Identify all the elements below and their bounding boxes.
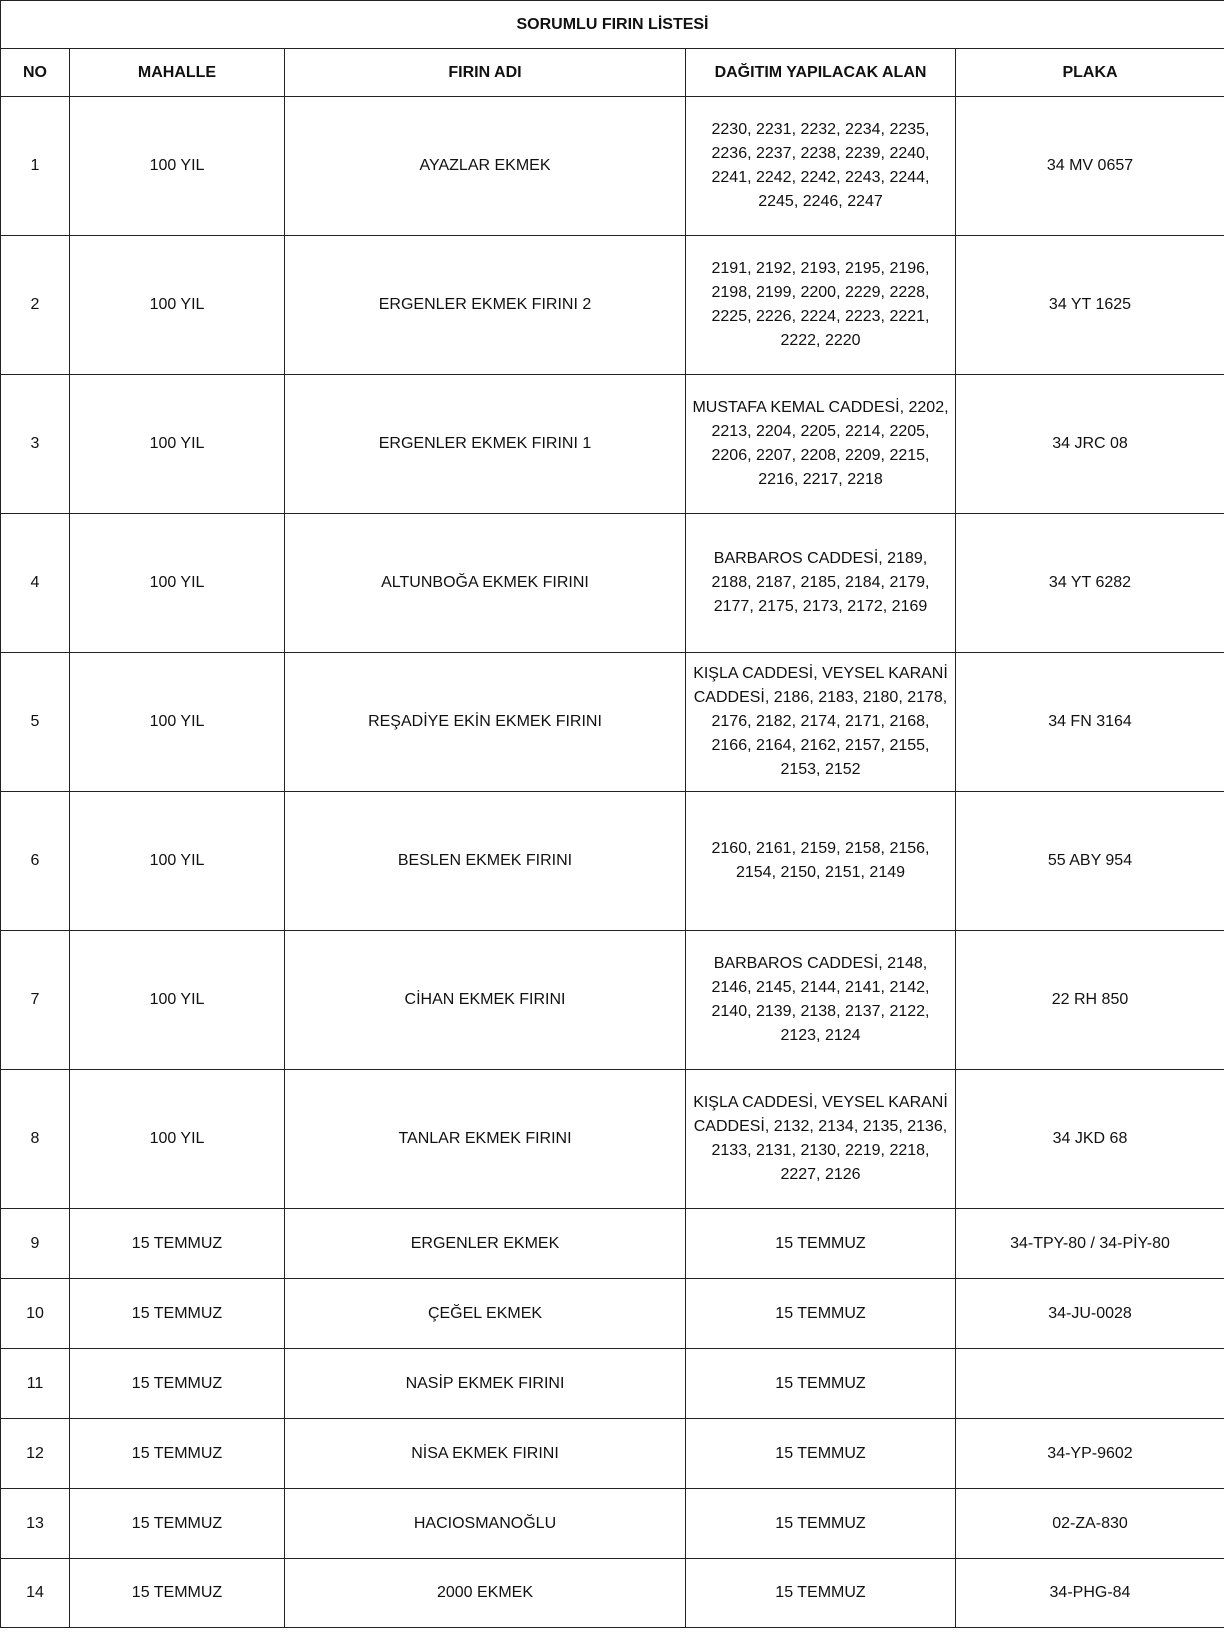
row-dagitim-alani: 15 TEMMUZ	[686, 1419, 956, 1489]
row-mahalle: 100 YIL	[70, 931, 285, 1070]
row-firin-adi: NASİP EKMEK FIRINI	[285, 1349, 686, 1419]
row-no: 11	[1, 1349, 70, 1419]
table-row	[1, 1419, 1224, 1489]
row-plaka: 34 JRC 08	[956, 375, 1224, 514]
row-dagitim-alani: 15 TEMMUZ	[686, 1279, 956, 1349]
row-dagitim-alani: 15 TEMMUZ	[686, 1559, 956, 1628]
row-firin-adi: CİHAN EKMEK FIRINI	[285, 931, 686, 1070]
table-row	[1, 236, 1224, 375]
row-mahalle: 15 TEMMUZ	[70, 1349, 285, 1419]
row-mahalle: 100 YIL	[70, 375, 285, 514]
table-row	[1, 1559, 1224, 1628]
row-dagitim-alani: 2230, 2231, 2232, 2234, 2235, 2236, 2237, 2238, 2239, 2240, 2241, 2242, 2242, 2243, 2244, 2245, 2246, 2247	[686, 97, 956, 236]
row-no: 7	[1, 931, 70, 1070]
row-mahalle: 15 TEMMUZ	[70, 1489, 285, 1559]
row-no: 3	[1, 375, 70, 514]
row-no: 9	[1, 1209, 70, 1279]
header-firin-adi: FIRIN ADI	[285, 49, 686, 97]
row-no: 2	[1, 236, 70, 375]
table-row	[1, 1489, 1224, 1559]
row-firin-adi: 2000 EKMEK	[285, 1559, 686, 1628]
row-mahalle: 15 TEMMUZ	[70, 1279, 285, 1349]
title-row	[1, 1, 1224, 49]
row-dagitim-alani: 2191, 2192, 2193, 2195, 2196, 2198, 2199, 2200, 2229, 2228, 2225, 2226, 2224, 2223, 2221, 2222, 2220	[686, 236, 956, 375]
row-no: 14	[1, 1559, 70, 1628]
row-mahalle: 100 YIL	[70, 1070, 285, 1209]
table-row	[1, 1349, 1224, 1419]
row-plaka: 34-PHG-84	[956, 1559, 1224, 1628]
row-plaka: 34 MV 0657	[956, 97, 1224, 236]
row-firin-adi: ERGENLER EKMEK FIRINI 2	[285, 236, 686, 375]
header-no: NO	[1, 49, 70, 97]
row-no: 4	[1, 514, 70, 653]
row-no: 12	[1, 1419, 70, 1489]
row-firin-adi: HACIOSMANOĞLU	[285, 1489, 686, 1559]
table-row	[1, 1070, 1224, 1209]
row-dagitim-alani: 15 TEMMUZ	[686, 1349, 956, 1419]
row-plaka: 02-ZA-830	[956, 1489, 1224, 1559]
row-plaka: 34 YT 6282	[956, 514, 1224, 653]
header-plaka: PLAKA	[956, 49, 1224, 97]
row-firin-adi: ALTUNBOĞA EKMEK FIRINI	[285, 514, 686, 653]
row-no: 1	[1, 97, 70, 236]
header-mahalle: MAHALLE	[70, 49, 285, 97]
row-mahalle: 100 YIL	[70, 792, 285, 931]
row-plaka: 34 JKD 68	[956, 1070, 1224, 1209]
row-firin-adi: TANLAR EKMEK FIRINI	[285, 1070, 686, 1209]
row-plaka: 55 ABY 954	[956, 792, 1224, 931]
row-firin-adi: AYAZLAR EKMEK	[285, 97, 686, 236]
row-dagitim-alani: 2160, 2161, 2159, 2158, 2156, 2154, 2150, 2151, 2149	[686, 792, 956, 931]
row-plaka: 34 FN 3164	[956, 653, 1224, 792]
row-mahalle: 15 TEMMUZ	[70, 1419, 285, 1489]
row-plaka	[956, 1349, 1224, 1419]
row-mahalle: 15 TEMMUZ	[70, 1209, 285, 1279]
row-firin-adi: ERGENLER EKMEK FIRINI 1	[285, 375, 686, 514]
row-plaka: 22 RH 850	[956, 931, 1224, 1070]
table-row	[1, 1279, 1224, 1349]
row-no: 8	[1, 1070, 70, 1209]
table-row	[1, 514, 1224, 653]
table-row	[1, 1209, 1224, 1279]
row-no: 10	[1, 1279, 70, 1349]
row-dagitim-alani: 15 TEMMUZ	[686, 1209, 956, 1279]
table-row	[1, 97, 1224, 236]
row-dagitim-alani: 15 TEMMUZ	[686, 1489, 956, 1559]
row-plaka: 34-TPY-80 / 34-PİY-80	[956, 1209, 1224, 1279]
table-row	[1, 931, 1224, 1070]
row-firin-adi: ERGENLER EKMEK	[285, 1209, 686, 1279]
table-row	[1, 653, 1224, 792]
table-row	[1, 375, 1224, 514]
row-dagitim-alani: BARBAROS CADDESİ, 2189, 2188, 2187, 2185, 2184, 2179, 2177, 2175, 2173, 2172, 2169	[686, 514, 956, 653]
row-mahalle: 100 YIL	[70, 97, 285, 236]
row-firin-adi: BESLEN EKMEK FIRINI	[285, 792, 686, 931]
row-dagitim-alani: BARBAROS CADDESİ, 2148, 2146, 2145, 2144, 2141, 2142, 2140, 2139, 2138, 2137, 2122, 2123, 2124	[686, 931, 956, 1070]
row-plaka: 34-JU-0028	[956, 1279, 1224, 1349]
row-firin-adi: REŞADİYE EKİN EKMEK FIRINI	[285, 653, 686, 792]
row-dagitim-alani: KIŞLA CADDESİ, VEYSEL KARANİ CADDESİ, 2132, 2134, 2135, 2136, 2133, 2131, 2130, 2219, 2218, 2227, 2126	[686, 1070, 956, 1209]
row-no: 5	[1, 653, 70, 792]
row-firin-adi: ÇEĞEL EKMEK	[285, 1279, 686, 1349]
row-no: 13	[1, 1489, 70, 1559]
row-mahalle: 100 YIL	[70, 653, 285, 792]
row-plaka: 34 YT 1625	[956, 236, 1224, 375]
header-dagitim-alani: DAĞITIM YAPILACAK ALAN	[686, 49, 956, 97]
row-mahalle: 15 TEMMUZ	[70, 1559, 285, 1628]
table-title: SORUMLU FIRIN LİSTESİ	[1, 1, 1224, 49]
row-plaka: 34-YP-9602	[956, 1419, 1224, 1489]
row-dagitim-alani: KIŞLA CADDESİ, VEYSEL KARANİ CADDESİ, 2186, 2183, 2180, 2178, 2176, 2182, 2174, 2171, 2168, 2166, 2164, 2162, 2157, 2155, 2153, 2152	[686, 653, 956, 792]
table-row	[1, 792, 1224, 931]
row-mahalle: 100 YIL	[70, 236, 285, 375]
row-dagitim-alani: MUSTAFA KEMAL CADDESİ, 2202, 2213, 2204, 2205, 2214, 2205, 2206, 2207, 2208, 2209, 2215, 2216, 2217, 2218	[686, 375, 956, 514]
row-mahalle: 100 YIL	[70, 514, 285, 653]
header-row	[1, 49, 1224, 97]
row-firin-adi: NİSA EKMEK FIRINI	[285, 1419, 686, 1489]
row-no: 6	[1, 792, 70, 931]
